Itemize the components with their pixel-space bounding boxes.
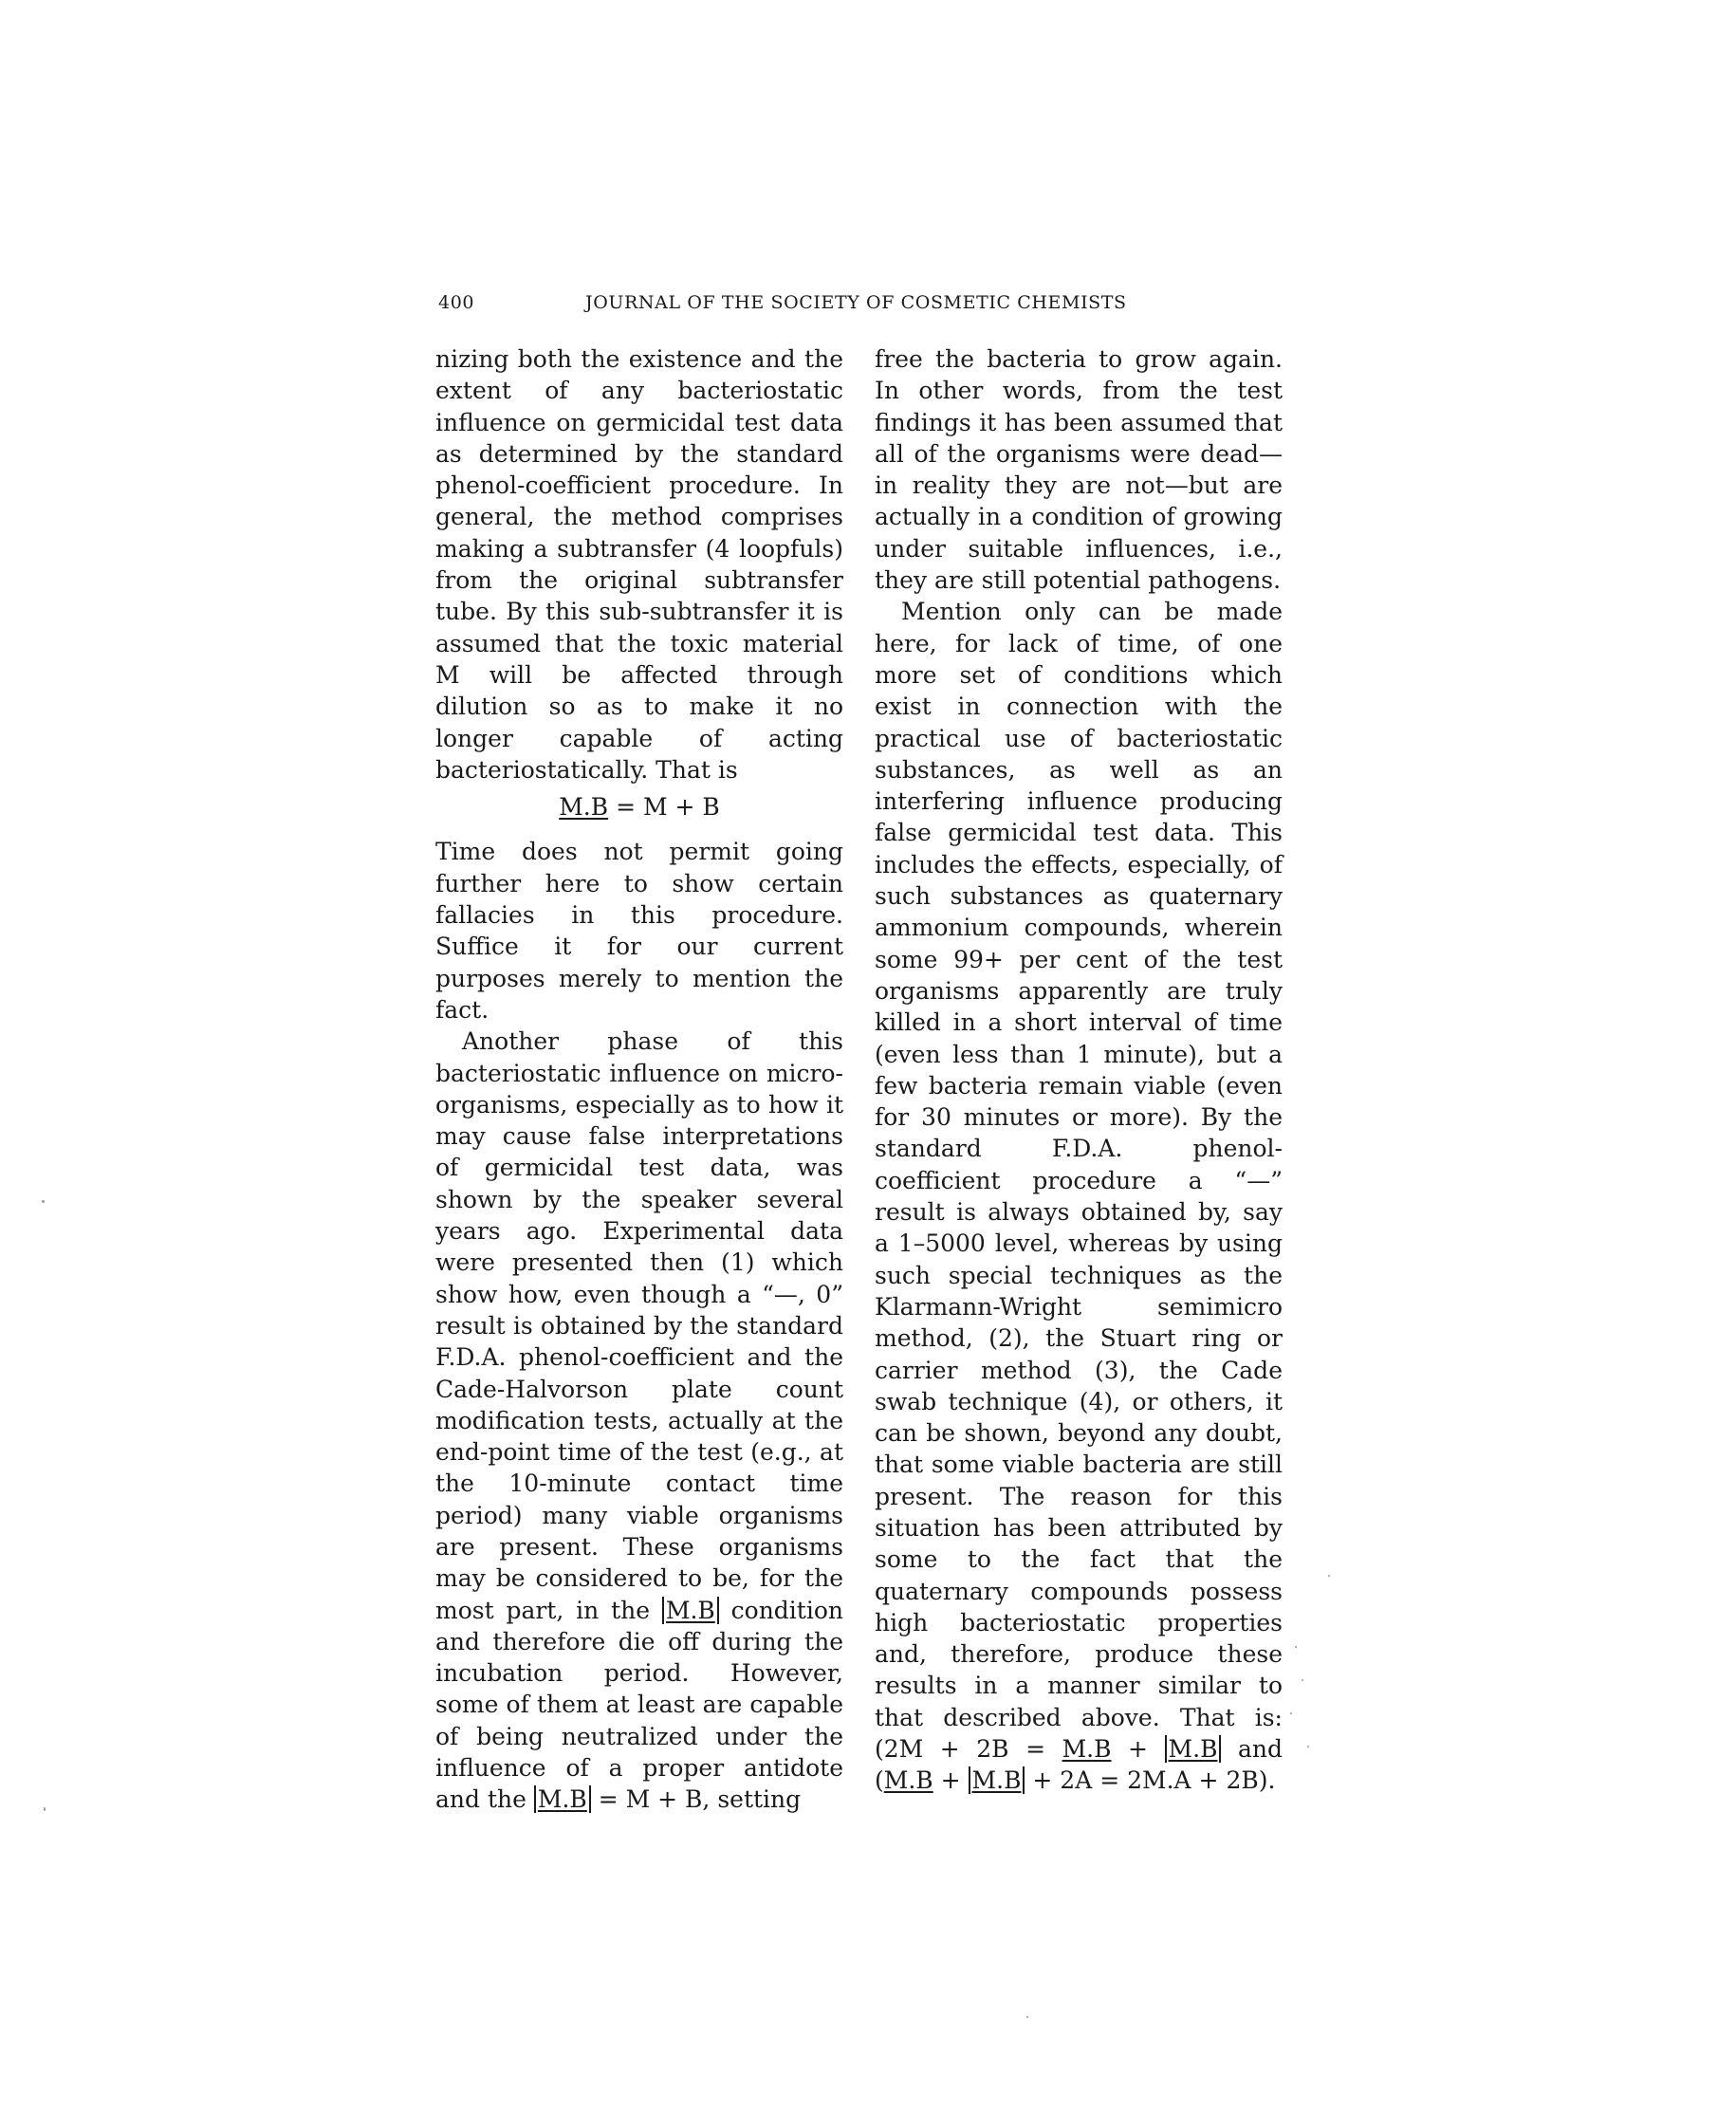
equation-rhs: = M + B (608, 793, 720, 822)
scan-speck (1295, 1646, 1297, 1648)
right-paragraph-2-part-a: Mention only can be made here, for lack of time, of one more set of conditions which exist in connection with the practical use of bacteriostatic substances, as well as an interfering influence producing false germicidal test data. This includes the effects, especially, of such substances as quaternary ammonium compounds, wherein some 99+ per cent of the test organisms apparently are truly killed in a short interval of time (even less than 1 minute), but a few bacteria remain viable (even for 30 minutes or more). By the standard F.D.A. phenol-coefficient procedure a “—” result is always obtained by, say a 1–5000 level, whereas by using such special techniques as the Klarmann-Wright semimicro method, (2), the Stuart ring or carrier method (3), the Cade swab technique (4), or others, it can be shown, beyond any doubt, that some viable bacteria are still present. The reason for this situation has been attributed by some to the fact that the quaternary compounds possess high bacteriostatic properties and, therefore, produce these results in a manner similar to that described above. That is: (2M + 2B = (875, 598, 1283, 1764)
left-paragraph-3-part-c: = M + B, setting (590, 1785, 802, 1814)
right-paragraph-2-part-c: and ( (875, 1735, 1283, 1795)
mb-box-term: M.B (969, 1766, 1025, 1794)
left-paragraph-2: Time does not permit going further here to show certain fallacies in this procedure. Suffice it for our current purposes merely to mention the fact. (435, 838, 843, 1024)
scan-speck (1026, 2016, 1028, 2018)
scan-speck (1302, 1679, 1303, 1681)
page-number: 400 (438, 292, 475, 313)
right-paragraph-2-part-b: + (1111, 1735, 1165, 1764)
scan-speck (1307, 1746, 1309, 1747)
left-paragraph-1: nizing both the existence and the extent of any bacteriostatic influence on germicidal test data as determined by the standard phenol-coefficient procedure. In general, the method comprises making a subtransfer (4 loopfuls) from the original subtransfer tube. By this sub-subtransfer it is assumed that the toxic material M will be affected through dilution so as to make it no longer capable of acting bacteriostatically. That is (435, 345, 843, 784)
page-header (438, 292, 1140, 321)
right-column (875, 343, 1283, 1797)
mb-box-term: M.B (534, 1785, 591, 1813)
mb-box-term: M.B (1165, 1735, 1222, 1763)
mb-underlined-term: M.B (1062, 1735, 1112, 1764)
mb-box-term: M.B (662, 1597, 719, 1624)
equation-mb (435, 791, 843, 823)
scan-speck (42, 1200, 45, 1203)
left-paragraph-3-part-a: Another phase of this bacteriostatic influence on micro-organisms, especially as to how it may cause false interpretations of germicidal test data, was shown by the speaker several years ago. Experimental data were presented then (1) which show how, even though a “—, 0” result is obtained by the standard F.D.A. phenol-coefficient and the Cade-Halvorson plate count modification tests, actually at the end-point time of the test (e.g., at the 10-minute contact time period) many viable organisms are present. These organisms may be considered to be, for the most part, in the (435, 1027, 843, 1624)
scan-speck (44, 1807, 46, 1811)
scan-speck (1328, 1575, 1330, 1577)
scan-speck (1290, 1712, 1292, 1714)
right-paragraph-2-part-d: + (933, 1766, 969, 1795)
left-column (435, 343, 843, 1816)
left-paragraph-3 (435, 1026, 843, 1815)
right-paragraph-2-part-e: + 2A = 2M.A + 2B). (1025, 1766, 1276, 1795)
right-paragraph-1: free the bacteria to grow again. In other words, from the test findings it has been assumed that all of the organisms were dead—in reality they are not—but are actually in a condition of growing under suitable influences, i.e., they are still potential pathogens. (875, 345, 1283, 595)
journal-title: JOURNAL OF THE SOCIETY OF COSMETIC CHEMISTS (585, 292, 1127, 313)
mb-underlined-term: M.B (883, 1766, 933, 1795)
equation-lhs: M.B (559, 793, 609, 822)
left-paragraph-3-part-b: condition and therefore die off during the incubation period. However, some of them at least are capable of being neutralized under the influence of a proper antidote and the (435, 1596, 844, 1814)
right-paragraph-2 (875, 596, 1283, 1796)
